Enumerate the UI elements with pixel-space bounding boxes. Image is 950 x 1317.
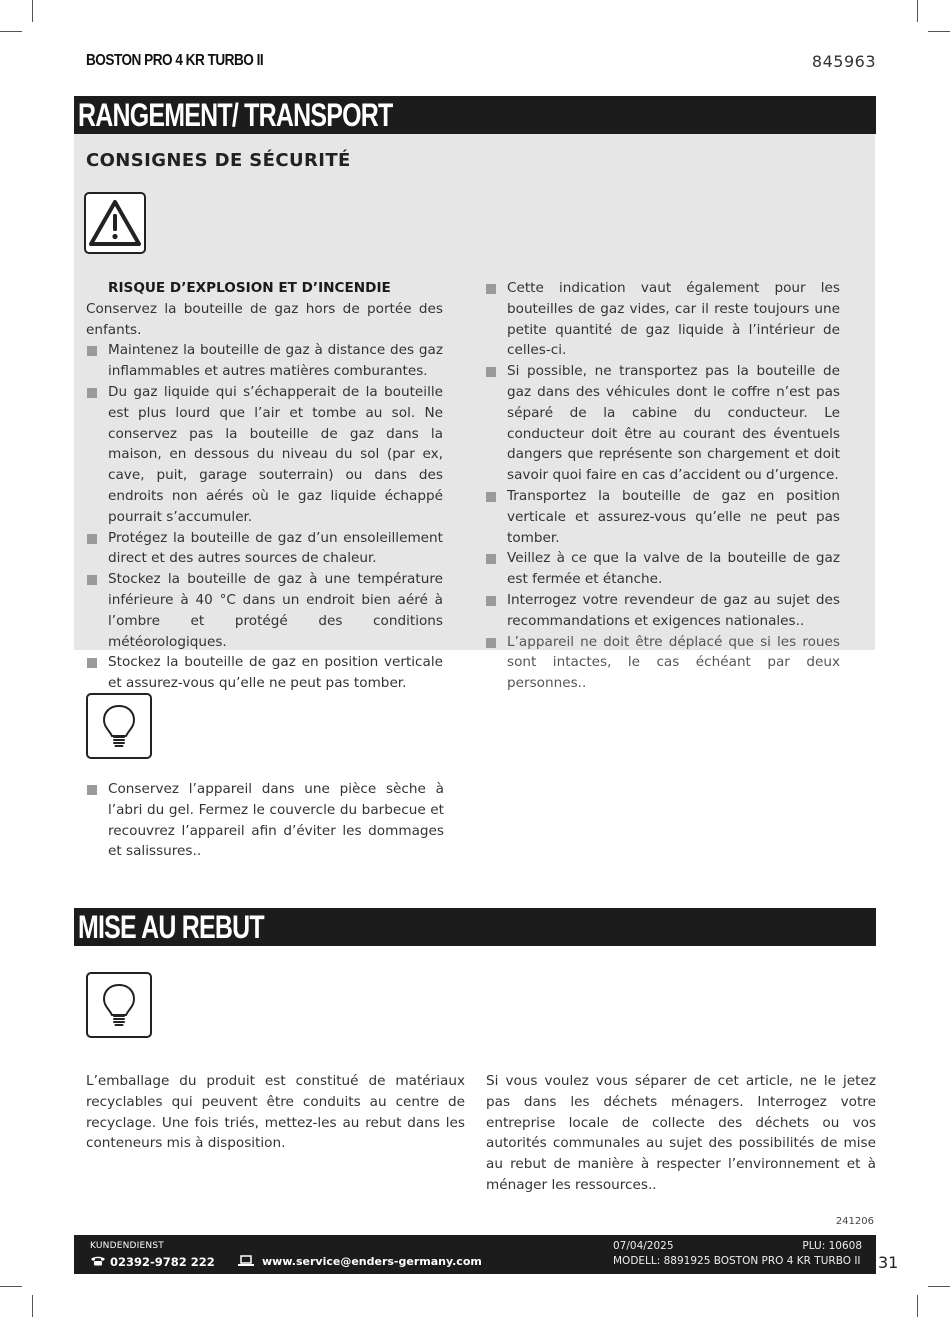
lightbulb-icon: [86, 972, 152, 1038]
section-title: MISE AU REBUT: [78, 909, 264, 945]
crop-mark: [917, 0, 918, 22]
service-website: [238, 1255, 482, 1268]
plu-code: PLU: 10608: [802, 1240, 862, 1252]
list-item: Conservez l’appareil dans une pièce sèche à l’abri du gel. Fermez le couvercle du barbecue et recouvrez l’appareil afin d’éviter les dommages et salissures..: [86, 779, 444, 862]
list-item: Veillez à ce que la valve de la bouteille de gaz est fermée et étanche.: [485, 548, 840, 590]
crop-mark: [928, 1286, 950, 1287]
footer-bar: [74, 1235, 876, 1274]
laptop-icon: [238, 1255, 262, 1268]
storage-tip: [86, 779, 444, 862]
print-date: 07/04/2025: [613, 1240, 674, 1252]
safety-left-column: [86, 278, 443, 694]
service-label: KUNDENDIENST: [90, 1241, 164, 1251]
safety-subtitle: CONSIGNES DE SÉCURITÉ: [86, 150, 351, 171]
crop-mark: [0, 31, 22, 32]
list-item: Interrogez votre revendeur de gaz au sujet des recommandations et exigences nationales..: [485, 590, 840, 632]
warning-triangle-icon: [84, 192, 146, 254]
list-item: Si possible, ne transportez pas la bouteille de gaz dans des véhicules dont le coffre n’est pas séparé de la cabine du conducteur. Le conducteur doit être au courant des éventuels dangers que représente son chargement et doit savoir quoi faire en cas d’accident ou d’urgence.: [485, 361, 840, 486]
section-title: RANGEMENT/ TRANSPORT: [78, 97, 393, 133]
section-bar-storage: [74, 96, 876, 134]
crop-mark: [928, 31, 950, 32]
version-code: 241206: [835, 1216, 874, 1227]
crop-mark: [32, 1295, 33, 1317]
lightbulb-icon: [86, 693, 152, 759]
service-phone: [90, 1255, 215, 1269]
list-item: Cette indication vaut également pour les bouteilles de gaz vides, car il reste toujours une petite quantité de gaz liquide à l’intérieur de celles-ci.: [485, 278, 840, 361]
crop-mark: [917, 1295, 918, 1317]
page-number: 31: [878, 1253, 899, 1272]
header-model-name: BOSTON PRO 4 KR TURBO II: [86, 52, 264, 69]
crop-mark: [0, 1286, 22, 1287]
risk-heading: RISQUE D’EXPLOSION ET D’INCENDIE: [108, 280, 391, 296]
disposal-product-text: Si vous voulez vous séparer de cet article, ne le jetez pas dans les déchets ménagers. Interrogez votre entreprise locale de collecte des déchets ou vos autorités communales au sujet des possibilités de mise au rebut de manière à respecter l’environnement et à ménager les ressources..: [486, 1073, 876, 1193]
section-bar-disposal: [74, 908, 876, 946]
list-item: Du gaz liquide qui s’échapperait de la bouteille est plus lourd que l’air et tombe au sol. Ne conservez pas la bouteille de gaz dans la maison, en dessous du niveau du sol (par ex, cave, puit, garage souterrain) ou dans des endroits non aérés où le gaz liquide échappé pourrait s’accumuler.: [86, 382, 443, 528]
website-link[interactable]: www.service@enders-germany.com: [262, 1255, 482, 1268]
list-item: Transportez la bouteille de gaz en position verticale et assurez-vous qu’elle ne peut pas tomber.: [485, 486, 840, 548]
list-item: L’appareil ne doit être déplacé que si les roues sont intactes, le cas échéant par deux personnes..: [485, 632, 840, 694]
disposal-packaging-text: L’emballage du produit est constitué de matériaux recyclables qui peuvent être conduits au centre de recyclage. Une fois triés, mettez-les au rebut dans les conteneurs mis à disposition.: [86, 1073, 465, 1152]
list-item: Protégez la bouteille de gaz d’un ensoleillement direct et des autres sources de chaleur.: [86, 528, 443, 570]
phone-number[interactable]: 02392-9782 222: [110, 1255, 215, 1269]
header-article-code: 845963: [811, 52, 876, 71]
telephone-icon: [90, 1255, 106, 1269]
intro-text: Conservez la bouteille de gaz hors de portée des enfants.: [86, 300, 443, 338]
list-item: Stockez la bouteille de gaz à une température inférieure à 40 °C dans un endroit bien aéré à l’ombre et protégé des conditions météorologiques.: [86, 569, 443, 652]
list-item: Stockez la bouteille de gaz en position verticale et assurez-vous qu’elle ne peut pas tomber.: [86, 652, 443, 694]
modell-line: MODELL: 8891925 BOSTON PRO 4 KR TURBO II: [613, 1255, 861, 1267]
list-item: Maintenez la bouteille de gaz à distance des gaz inflammables et autres matières comburantes.: [86, 340, 443, 382]
crop-mark: [32, 0, 33, 22]
safety-right-column: [485, 278, 840, 694]
